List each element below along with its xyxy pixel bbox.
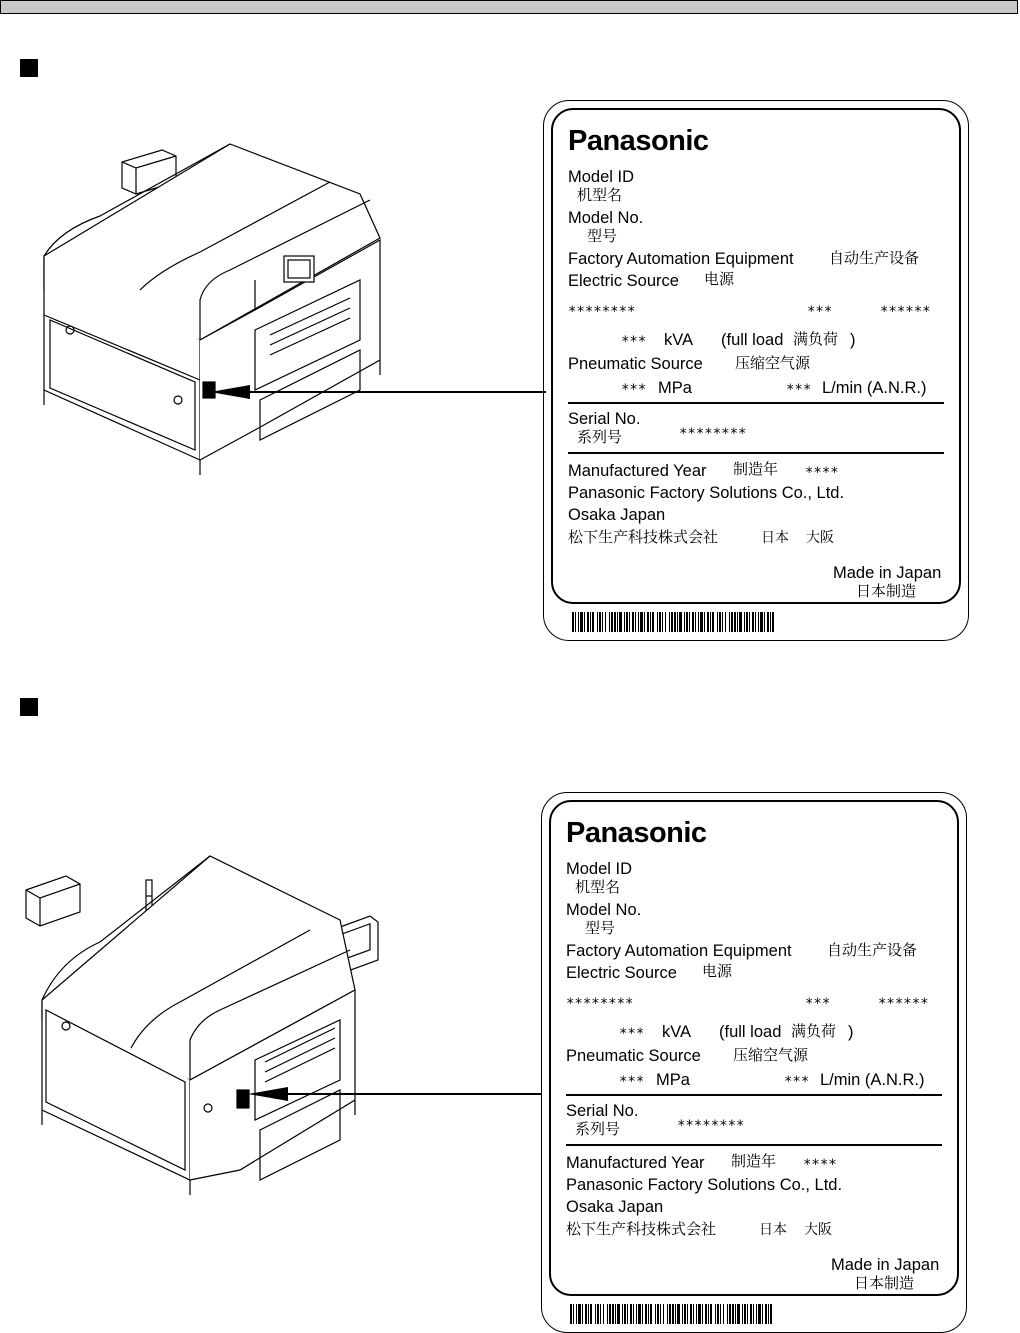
company-name-cn: 松下生产科技株式会社 (568, 528, 719, 546)
full-load-close-paren: ) (850, 331, 856, 349)
pneumatic-source-cn-label: 压缩空气源 (735, 354, 811, 372)
model-no-label: Model No. (568, 209, 644, 227)
frequency-placeholder: ****** (880, 304, 931, 320)
model-id-label: Model ID (568, 168, 635, 186)
osaka-cn: 大阪 (806, 530, 834, 546)
voltage-placeholder: ******** (566, 996, 634, 1012)
model-no-cn-label: 型号 (587, 227, 618, 245)
section-bullet-1 (20, 59, 38, 77)
barcode (572, 612, 776, 632)
electric-source-label: Electric Source (566, 964, 677, 982)
mpa-placeholder: *** (619, 1074, 645, 1090)
made-in-cn-label: 日本制造 (854, 1274, 915, 1292)
equipment-label: Factory Automation Equipment (568, 250, 794, 268)
japan-cn: 日本 (761, 530, 789, 546)
lmin-unit: L/min (A.N.R.) (822, 379, 927, 397)
pneumatic-source-label: Pneumatic Source (568, 355, 703, 373)
serial-no-label: Serial No. (568, 410, 641, 428)
machine-illustration-1 (30, 130, 410, 480)
manufactured-year-label: Manufactured Year (568, 462, 707, 480)
divider-line (566, 1144, 942, 1146)
lmin-unit: L/min (A.N.R.) (820, 1071, 925, 1089)
electric-source-cn-label: 电源 (702, 962, 733, 980)
pointer-line-1 (240, 391, 546, 393)
equipment-cn-label: 自动生产设备 (827, 941, 918, 959)
pneumatic-source-label: Pneumatic Source (566, 1047, 701, 1065)
divider-line (568, 452, 944, 454)
pointer-arrowhead-1 (210, 383, 250, 401)
equipment-label: Factory Automation Equipment (566, 942, 792, 960)
pointer-line-2 (280, 1093, 542, 1095)
full-load-label: (full load (719, 1023, 782, 1041)
equipment-cn-label: 自动生产设备 (829, 249, 920, 267)
company-city: Osaka Japan (568, 506, 666, 524)
full-load-label: (full load (721, 331, 784, 349)
section-bullet-2 (20, 698, 38, 716)
voltage-placeholder: ******** (568, 304, 636, 320)
serial-no-cn-label: 系列号 (577, 428, 623, 446)
lmin-placeholder: *** (786, 382, 812, 398)
full-load-cn-label: 满负荷 (793, 330, 839, 348)
full-load-cn-label: 满负荷 (791, 1022, 837, 1040)
kva-unit: kVA (664, 331, 694, 349)
manufactured-year-cn-label: 制造年 (731, 1152, 777, 1170)
barcode (570, 1304, 774, 1324)
mpa-unit: MPa (658, 379, 692, 397)
company-name: Panasonic Factory Solutions Co., Ltd. (566, 1176, 843, 1194)
mpa-unit: MPa (656, 1071, 690, 1089)
company-city: Osaka Japan (566, 1198, 664, 1216)
pneumatic-source-cn-label: 压缩空气源 (733, 1046, 809, 1064)
serial-placeholder: ******** (679, 426, 747, 442)
year-placeholder: **** (805, 465, 839, 481)
serial-no-cn-label: 系列号 (575, 1120, 621, 1138)
model-no-cn-label: 型号 (585, 919, 616, 937)
model-id-cn-label: 机型名 (577, 186, 623, 204)
phase-placeholder: *** (805, 996, 831, 1012)
machine-illustration-2 (20, 850, 400, 1210)
manufactured-year-label: Manufactured Year (566, 1154, 705, 1172)
model-no-label: Model No. (566, 901, 642, 919)
made-in-label: Made in Japan (831, 1256, 940, 1274)
kva-placeholder: *** (621, 334, 647, 350)
serial-placeholder: ******** (677, 1118, 745, 1134)
model-id-label: Model ID (566, 860, 633, 878)
osaka-cn: 大阪 (804, 1222, 832, 1238)
brand-logo: Panasonic (568, 125, 709, 157)
pointer-arrowhead-2 (248, 1085, 288, 1103)
brand-logo: Panasonic (566, 817, 707, 849)
nameplate-label-1 (543, 100, 969, 641)
manufactured-year-cn-label: 制造年 (733, 460, 779, 478)
phase-placeholder: *** (807, 304, 833, 320)
mpa-placeholder: *** (621, 382, 647, 398)
nameplate-label-2 (541, 792, 967, 1333)
serial-no-label: Serial No. (566, 1102, 639, 1120)
divider-line (566, 1094, 942, 1096)
kva-unit: kVA (662, 1023, 692, 1041)
model-id-cn-label: 机型名 (575, 878, 621, 896)
kva-placeholder: *** (619, 1026, 645, 1042)
made-in-cn-label: 日本制造 (856, 582, 917, 600)
company-name-cn: 松下生产科技株式会社 (566, 1220, 717, 1238)
frequency-placeholder: ****** (878, 996, 929, 1012)
japan-cn: 日本 (759, 1222, 787, 1238)
divider-line (568, 402, 944, 404)
year-placeholder: **** (803, 1157, 837, 1173)
made-in-label: Made in Japan (833, 564, 942, 582)
page-header-bar (0, 0, 1018, 14)
company-name: Panasonic Factory Solutions Co., Ltd. (568, 484, 845, 502)
electric-source-label: Electric Source (568, 272, 679, 290)
lmin-placeholder: *** (784, 1074, 810, 1090)
electric-source-cn-label: 电源 (704, 270, 735, 288)
full-load-close-paren: ) (848, 1023, 854, 1041)
